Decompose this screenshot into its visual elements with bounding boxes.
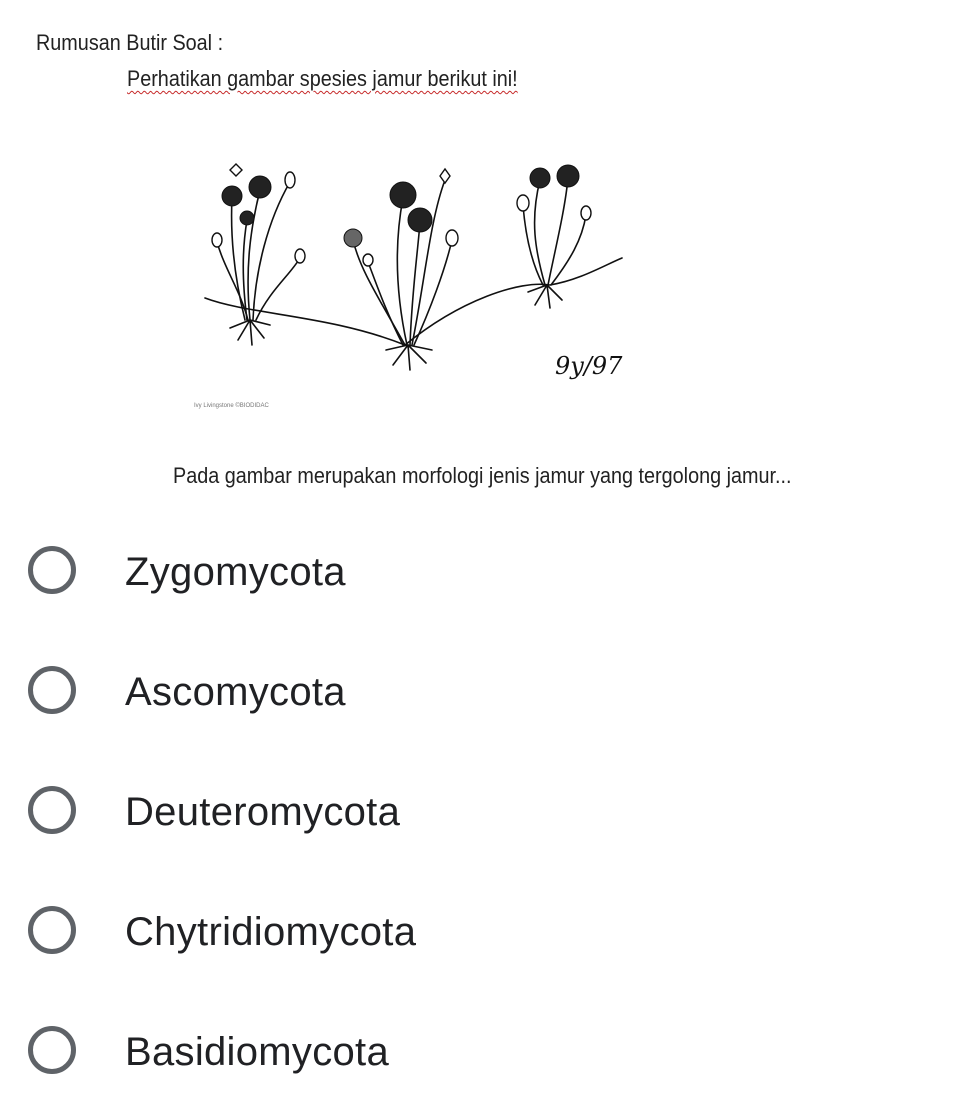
- option-label: Basidiomycota: [125, 1030, 390, 1074]
- radio-button[interactable]: [28, 906, 76, 954]
- question-header: Rumusan Butir Soal :: [36, 30, 224, 55]
- radio-button[interactable]: [28, 1026, 76, 1074]
- question-image: [0, 0, 966, 520]
- option-zygomycota[interactable]: [0, 520, 966, 630]
- option-chytridiomycota[interactable]: [0, 880, 966, 990]
- option-basidiomycota[interactable]: [0, 1000, 966, 1110]
- option-deuteromycota[interactable]: [0, 760, 966, 870]
- illustrator-signature: 9y/97: [555, 352, 623, 380]
- question-instruction: Perhatikan gambar spesies jamur berikut ini!: [127, 66, 518, 91]
- option-label: Zygomycota: [125, 550, 346, 594]
- question-text: Pada gambar merupakan morfologi jenis jamur yang tergolong jamur...: [173, 463, 792, 488]
- image-caption: Ivy Livingstone ©BIODIDAC: [194, 403, 269, 409]
- radio-button[interactable]: [28, 546, 76, 594]
- radio-button[interactable]: [28, 666, 76, 714]
- option-label: Deuteromycota: [125, 790, 401, 834]
- option-ascomycota[interactable]: [0, 640, 966, 750]
- option-label: Chytridiomycota: [125, 910, 417, 954]
- radio-button[interactable]: [28, 786, 76, 834]
- option-label: Ascomycota: [125, 670, 346, 714]
